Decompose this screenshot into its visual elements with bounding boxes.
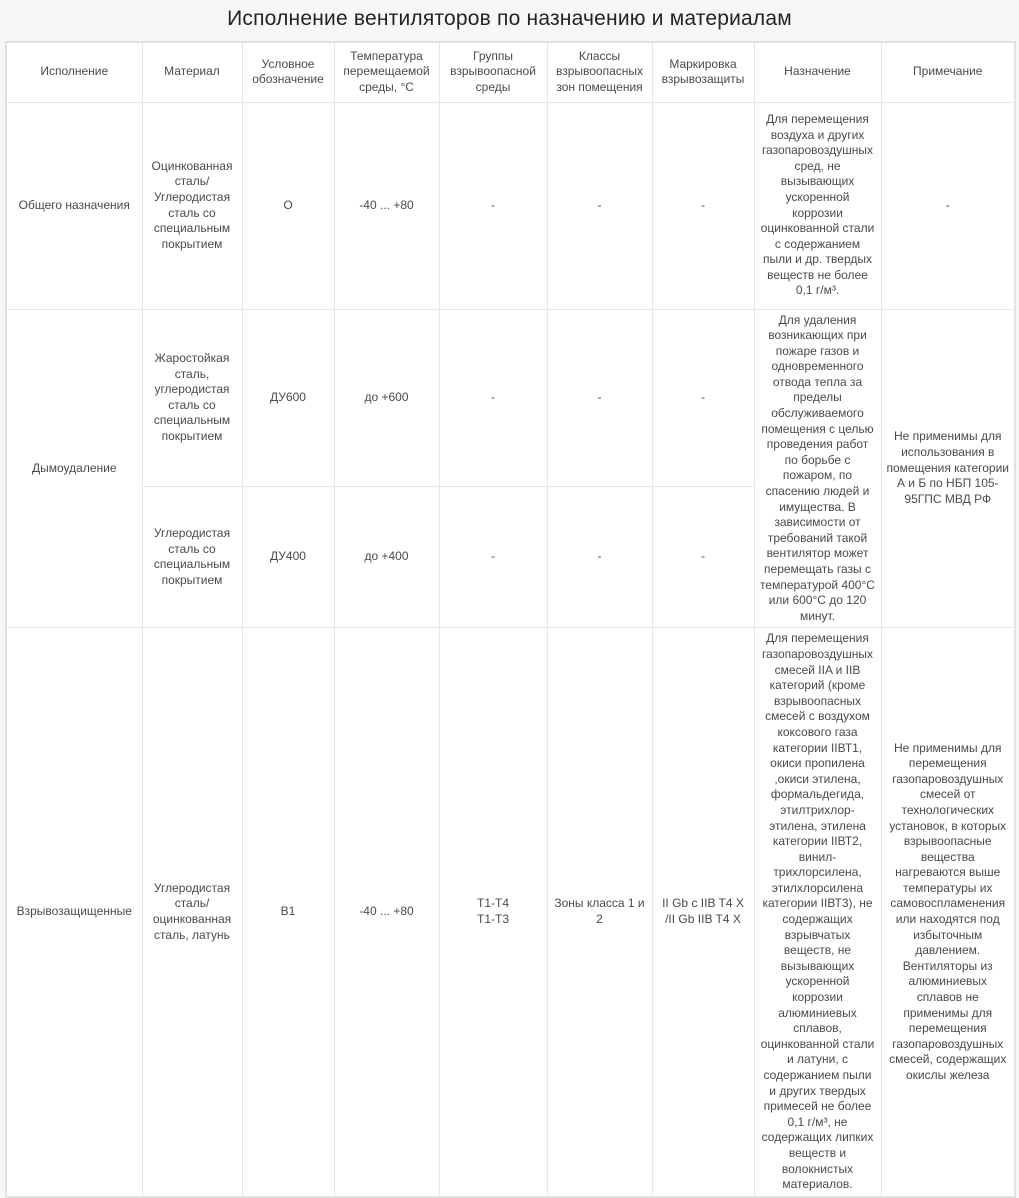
column-header-temperatura: Температура перемещаемой среды, °С — [334, 42, 439, 102]
page-title: Исполнение вентиляторов по назначению и материалам — [227, 7, 792, 30]
cell-general-material: Оцинкованная сталь/ Углеродистая сталь со специальным покрытием — [142, 102, 242, 309]
cell-explo-primechanie: Не применимы для перемещения газопаровоздушных смесей от технологических установок, в которых взрывоопасные вещества нагреваются выше температуры их самовоспламенения или находятся под избыточным давлением. Вентиляторы из алюминиевых сплавов не применимы для перемещения газопаровоздушных смесей, содержащих окислы железа — [881, 628, 1015, 1197]
column-header-oboznachenie: Условное обозначение — [242, 42, 334, 102]
cell-general-temperatura: -40 ... +80 — [334, 102, 439, 309]
cell-smoke-naznachenie: Для удаления возникающих при пожаре газов и одновременного отвода тепла за пределы обслуживаемого помещения с целью проведения работ по борьбе с пожаром, по спасению людей и имущества. В зависимости от требований такой вентилятор может перемещать газы с температурой 400°С или 600°С до 120 минут. — [754, 309, 881, 628]
cell-smoke2-markirovka: - — [652, 487, 754, 628]
cell-explo-oboznachenie: В1 — [242, 628, 334, 1197]
table-row-general — [6, 102, 1015, 309]
cell-explo-ispolnenie: Взрывозащищенные — [6, 628, 142, 1197]
cell-general-gruppy: - — [439, 102, 547, 309]
cell-smoke2-oboznachenie: ДУ400 — [242, 487, 334, 628]
cell-explo-markirovka: II Gb с IIB T4 X /II Gb IIB T4 X — [652, 628, 754, 1197]
column-header-naznachenie: Назначение — [754, 42, 881, 102]
cell-smoke2-gruppy: - — [439, 487, 547, 628]
cell-smoke1-temperatura: до +600 — [334, 309, 439, 487]
cell-smoke-ispolnenie: Дымоудаление — [6, 309, 142, 628]
table-row-smoke-du600 — [6, 309, 1015, 487]
table-row-explosionproof — [6, 628, 1015, 1197]
column-header-markirovka: Маркировка взрывозащиты — [652, 42, 754, 102]
column-header-klassy: Классы взрывоопасных зон помещения — [547, 42, 652, 102]
cell-general-primechanie: - — [881, 102, 1015, 309]
column-header-material: Материал — [142, 42, 242, 102]
cell-smoke1-gruppy: - — [439, 309, 547, 487]
cell-general-oboznachenie: О — [242, 102, 334, 309]
table-header-row — [6, 42, 1015, 102]
cell-smoke1-markirovka: - — [652, 309, 754, 487]
cell-explo-klassy: Зоны класса 1 и 2 — [547, 628, 652, 1197]
column-header-ispolnenie: Исполнение — [6, 42, 142, 102]
cell-explo-naznachenie: Для перемещения газопаровоздушных смесей IIA и IIB категорий (кроме взрывоопасных смесей с воздухом коксового газа категории IIВТ1, окиси пропилена ,окиси этилена, формальдегида, этилтрихлор-этилена, этилена категории IIВТ2, винил-трихлорсилена, этилхлорсилена категории IIВТ3), не содержащих взрывчатых веществ, не вызывающих ускоренной коррозии алюминиевых сплавов, оцинкованной стали и латуни, с содержанием пыли и других твердых примесей не более 0,1 г/м³, не содержащих липких веществ и волокнистых материалов. — [754, 628, 881, 1197]
cell-explo-temperatura: -40 ... +80 — [334, 628, 439, 1197]
cell-general-klassy: - — [547, 102, 652, 309]
fan-designs-table — [5, 41, 1016, 1198]
column-header-gruppy: Группы взрывоопасной среды — [439, 42, 547, 102]
column-header-primechanie: Примечание — [881, 42, 1015, 102]
cell-smoke1-material: Жаростойкая сталь, углеродистая сталь со специальным покрытием — [142, 309, 242, 487]
cell-smoke1-klassy: - — [547, 309, 652, 487]
cell-general-ispolnenie: Общего назначения — [6, 102, 142, 309]
cell-smoke-primechanie: Не применимы для использования в помещения категории А и Б по НБП 105-95ГПС МВД РФ — [881, 309, 1015, 628]
cell-smoke2-material: Углеродистая сталь со специальным покрытием — [142, 487, 242, 628]
cell-general-markirovka: - — [652, 102, 754, 309]
cell-smoke2-temperatura: до +400 — [334, 487, 439, 628]
cell-smoke1-oboznachenie: ДУ600 — [242, 309, 334, 487]
cell-explo-material: Углеродистая сталь/ оцинкованная сталь, латунь — [142, 628, 242, 1197]
cell-general-naznachenie: Для перемещения воздуха и других газопаровоздушных сред, не вызывающих ускоренной коррозии оцинкованной стали с содержанием пыли и др. твердых веществ не более 0,1 г/м³. — [754, 102, 881, 309]
cell-explo-gruppy: Т1-Т4 Т1-Т3 — [439, 628, 547, 1197]
cell-smoke2-klassy: - — [547, 487, 652, 628]
